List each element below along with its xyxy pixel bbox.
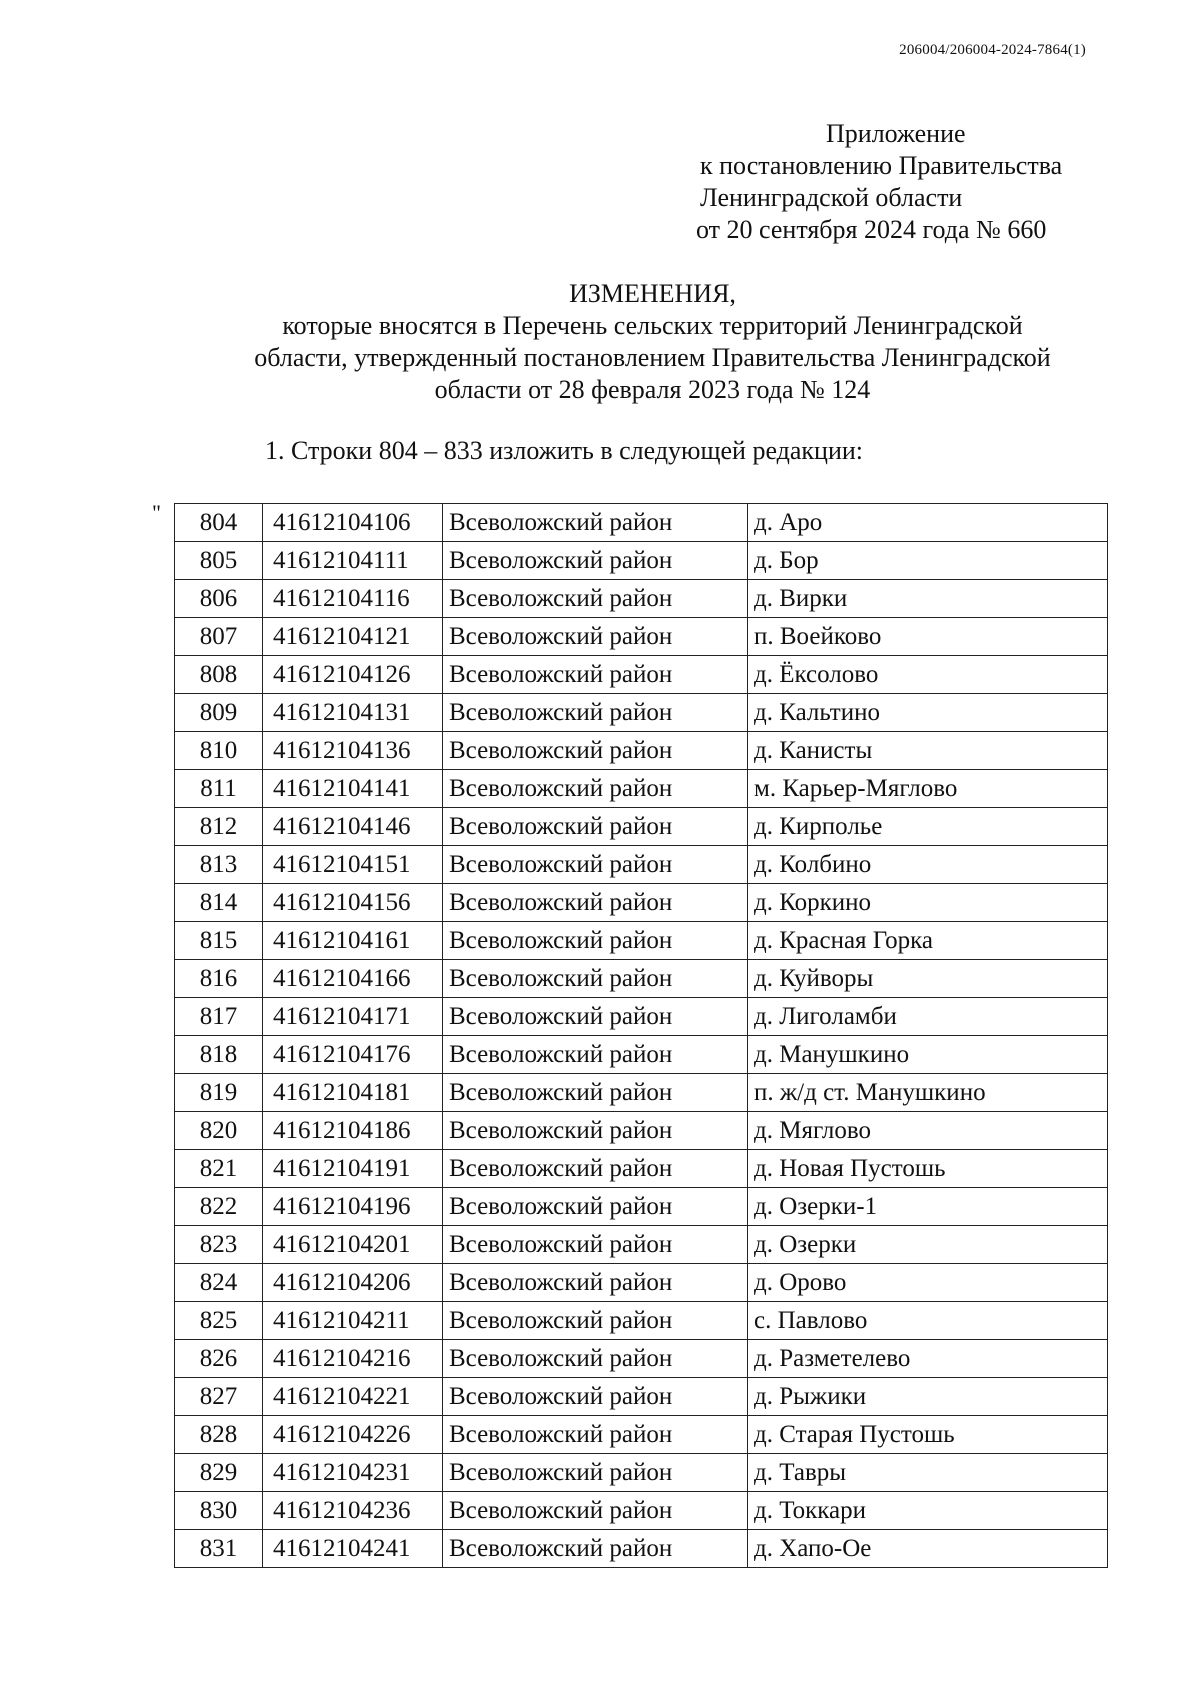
- oktmo-code-cell: 41612104206: [263, 1264, 443, 1302]
- district-cell: Всеволожский район: [443, 1036, 748, 1074]
- settlement-cell: д. Манушкино: [748, 1036, 1108, 1074]
- row-number-cell: 811: [175, 770, 263, 808]
- row-number-cell: 823: [175, 1226, 263, 1264]
- district-cell: Всеволожский район: [443, 1378, 748, 1416]
- settlement-cell: д. Озерки-1: [748, 1188, 1108, 1226]
- settlement-cell: д. Старая Пустошь: [748, 1416, 1108, 1454]
- district-cell: Всеволожский район: [443, 1226, 748, 1264]
- row-number-cell: 820: [175, 1112, 263, 1150]
- row-number-cell: 809: [175, 694, 263, 732]
- district-cell: Всеволожский район: [443, 1416, 748, 1454]
- settlement-cell: д. Лиголамби: [748, 998, 1108, 1036]
- row-number-cell: 822: [175, 1188, 263, 1226]
- row-number-cell: 815: [175, 922, 263, 960]
- settlement-cell: д. Токкари: [748, 1492, 1108, 1530]
- row-number-cell: 813: [175, 846, 263, 884]
- oktmo-code-cell: 41612104186: [263, 1112, 443, 1150]
- oktmo-code-cell: 41612104216: [263, 1340, 443, 1378]
- table-row: [175, 1264, 1108, 1302]
- appendix-header: [696, 118, 1063, 246]
- row-number-cell: 814: [175, 884, 263, 922]
- settlement-cell: д. Коркино: [748, 884, 1108, 922]
- settlement-cell: м. Карьер-Мяглово: [748, 770, 1108, 808]
- oktmo-code-cell: 41612104141: [263, 770, 443, 808]
- settlement-cell: п. Воейково: [748, 618, 1108, 656]
- table-row: [175, 808, 1108, 846]
- district-cell: Всеволожский район: [443, 1264, 748, 1302]
- settlement-cell: д. Ёксолово: [748, 656, 1108, 694]
- table-row: [175, 1340, 1108, 1378]
- table-row: [175, 1036, 1108, 1074]
- row-number-cell: 828: [175, 1416, 263, 1454]
- table-row: [175, 694, 1108, 732]
- table-row: [175, 542, 1108, 580]
- territories-table: [174, 503, 1108, 1568]
- oktmo-code-cell: 41612104241: [263, 1530, 443, 1568]
- settlement-cell: д. Хапо-Ое: [748, 1530, 1108, 1568]
- oktmo-code-cell: 41612104126: [263, 656, 443, 694]
- row-number-cell: 819: [175, 1074, 263, 1112]
- district-cell: Всеволожский район: [443, 580, 748, 618]
- oktmo-code-cell: 41612104181: [263, 1074, 443, 1112]
- oktmo-code-cell: 41612104166: [263, 960, 443, 998]
- settlement-cell: д. Колбино: [748, 846, 1108, 884]
- district-cell: Всеволожский район: [443, 1074, 748, 1112]
- oktmo-code-cell: 41612104236: [263, 1492, 443, 1530]
- oktmo-code-cell: 41612104111: [263, 542, 443, 580]
- table-row: [175, 922, 1108, 960]
- appendix-reference: к постановлению Правительства: [700, 151, 1063, 180]
- district-cell: Всеволожский район: [443, 884, 748, 922]
- row-number-cell: 806: [175, 580, 263, 618]
- row-number-cell: 824: [175, 1264, 263, 1302]
- district-cell: Всеволожский район: [443, 770, 748, 808]
- settlement-cell: д. Канисты: [748, 732, 1108, 770]
- district-cell: Всеволожский район: [443, 998, 748, 1036]
- row-number-cell: 829: [175, 1454, 263, 1492]
- table-row: [175, 618, 1108, 656]
- oktmo-code-cell: 41612104136: [263, 732, 443, 770]
- oktmo-code-cell: 41612104106: [263, 504, 443, 542]
- settlement-cell: д. Рыжики: [748, 1378, 1108, 1416]
- table-row: [175, 846, 1108, 884]
- appendix-region: Ленинградской области: [700, 183, 963, 212]
- row-number-cell: 804: [175, 504, 263, 542]
- district-cell: Всеволожский район: [443, 960, 748, 998]
- document-heading: [0, 278, 1200, 406]
- settlement-cell: д. Красная Горка: [748, 922, 1108, 960]
- settlement-cell: д. Разметелево: [748, 1340, 1108, 1378]
- settlement-cell: д. Бор: [748, 542, 1108, 580]
- district-cell: Всеволожский район: [443, 1188, 748, 1226]
- row-number-cell: 830: [175, 1492, 263, 1530]
- district-cell: Всеволожский район: [443, 542, 748, 580]
- row-number-cell: 827: [175, 1378, 263, 1416]
- row-number-cell: 831: [175, 1530, 263, 1568]
- table-row: [175, 770, 1108, 808]
- table-row: [175, 1150, 1108, 1188]
- settlement-cell: д. Куйворы: [748, 960, 1108, 998]
- settlement-cell: с. Павлово: [748, 1302, 1108, 1340]
- table-row: [175, 884, 1108, 922]
- oktmo-code-cell: 41612104231: [263, 1454, 443, 1492]
- settlement-cell: д. Вирки: [748, 580, 1108, 618]
- district-cell: Всеволожский район: [443, 1530, 748, 1568]
- settlement-cell: д. Мяглово: [748, 1112, 1108, 1150]
- oktmo-code-cell: 41612104161: [263, 922, 443, 960]
- settlement-cell: д. Кирполье: [748, 808, 1108, 846]
- district-cell: Всеволожский район: [443, 1112, 748, 1150]
- row-number-cell: 808: [175, 656, 263, 694]
- opening-quote-mark: ": [152, 500, 161, 525]
- table-row: [175, 1378, 1108, 1416]
- table-row: [175, 998, 1108, 1036]
- row-number-cell: 812: [175, 808, 263, 846]
- table-row: [175, 1188, 1108, 1226]
- district-cell: Всеволожский район: [443, 1454, 748, 1492]
- district-cell: Всеволожский район: [443, 846, 748, 884]
- district-cell: Всеволожский район: [443, 1150, 748, 1188]
- table-row: [175, 1112, 1108, 1150]
- settlement-cell: д. Аро: [748, 504, 1108, 542]
- district-cell: Всеволожский район: [443, 732, 748, 770]
- table-row: [175, 580, 1108, 618]
- oktmo-code-cell: 41612104226: [263, 1416, 443, 1454]
- heading-subtitle-line-3: области от 28 февраля 2023 года № 124: [434, 375, 871, 404]
- heading-title: ИЗМЕНЕНИЯ,: [569, 279, 736, 308]
- row-number-cell: 826: [175, 1340, 263, 1378]
- table-row: [175, 960, 1108, 998]
- settlement-cell: д. Озерки: [748, 1226, 1108, 1264]
- table-row: [175, 656, 1108, 694]
- oktmo-code-cell: 41612104171: [263, 998, 443, 1036]
- district-cell: Всеволожский район: [443, 1492, 748, 1530]
- district-cell: Всеволожский район: [443, 808, 748, 846]
- appendix-date: от 20 сентября 2024 года № 660: [696, 215, 1047, 244]
- district-cell: Всеволожский район: [443, 504, 748, 542]
- oktmo-code-cell: 41612104191: [263, 1150, 443, 1188]
- oktmo-code-cell: 41612104151: [263, 846, 443, 884]
- row-number-cell: 817: [175, 998, 263, 1036]
- oktmo-code-cell: 41612104176: [263, 1036, 443, 1074]
- instruction-paragraph: 1. Строки 804 – 833 изложить в следующей редакции:: [265, 436, 864, 465]
- oktmo-code-cell: 41612104196: [263, 1188, 443, 1226]
- row-number-cell: 825: [175, 1302, 263, 1340]
- table-row: [175, 1492, 1108, 1530]
- table-row: [175, 732, 1108, 770]
- table-row: [175, 504, 1108, 542]
- oktmo-code-cell: 41612104131: [263, 694, 443, 732]
- district-cell: Всеволожский район: [443, 1302, 748, 1340]
- row-number-cell: 807: [175, 618, 263, 656]
- settlement-cell: д. Орово: [748, 1264, 1108, 1302]
- row-number-cell: 805: [175, 542, 263, 580]
- district-cell: Всеволожский район: [443, 656, 748, 694]
- table-row: [175, 1302, 1108, 1340]
- table-row: [175, 1226, 1108, 1264]
- document-registration-number: 206004/206004-2024-7864(1): [899, 42, 1086, 58]
- oktmo-code-cell: 41612104211: [263, 1302, 443, 1340]
- oktmo-code-cell: 41612104146: [263, 808, 443, 846]
- district-cell: Всеволожский район: [443, 694, 748, 732]
- row-number-cell: 821: [175, 1150, 263, 1188]
- territories-table-body: [175, 504, 1108, 1568]
- district-cell: Всеволожский район: [443, 922, 748, 960]
- row-number-cell: 810: [175, 732, 263, 770]
- oktmo-code-cell: 41612104221: [263, 1378, 443, 1416]
- oktmo-code-cell: 41612104156: [263, 884, 443, 922]
- settlement-cell: д. Тавры: [748, 1454, 1108, 1492]
- table-row: [175, 1454, 1108, 1492]
- oktmo-code-cell: 41612104201: [263, 1226, 443, 1264]
- district-cell: Всеволожский район: [443, 618, 748, 656]
- table-row: [175, 1416, 1108, 1454]
- appendix-title: Приложение: [826, 119, 966, 148]
- district-cell: Всеволожский район: [443, 1340, 748, 1378]
- settlement-cell: д. Кальтино: [748, 694, 1108, 732]
- heading-subtitle-line-2: области, утвержденный постановлением Правительства Ленинградской: [254, 343, 1051, 372]
- oktmo-code-cell: 41612104116: [263, 580, 443, 618]
- table-row: [175, 1074, 1108, 1112]
- oktmo-code-cell: 41612104121: [263, 618, 443, 656]
- table-row: [175, 1530, 1108, 1568]
- row-number-cell: 816: [175, 960, 263, 998]
- settlement-cell: п. ж/д ст. Манушкино: [748, 1074, 1108, 1112]
- settlement-cell: д. Новая Пустошь: [748, 1150, 1108, 1188]
- row-number-cell: 818: [175, 1036, 263, 1074]
- heading-subtitle-line-1: которые вносятся в Перечень сельских территорий Ленинградской: [282, 311, 1023, 340]
